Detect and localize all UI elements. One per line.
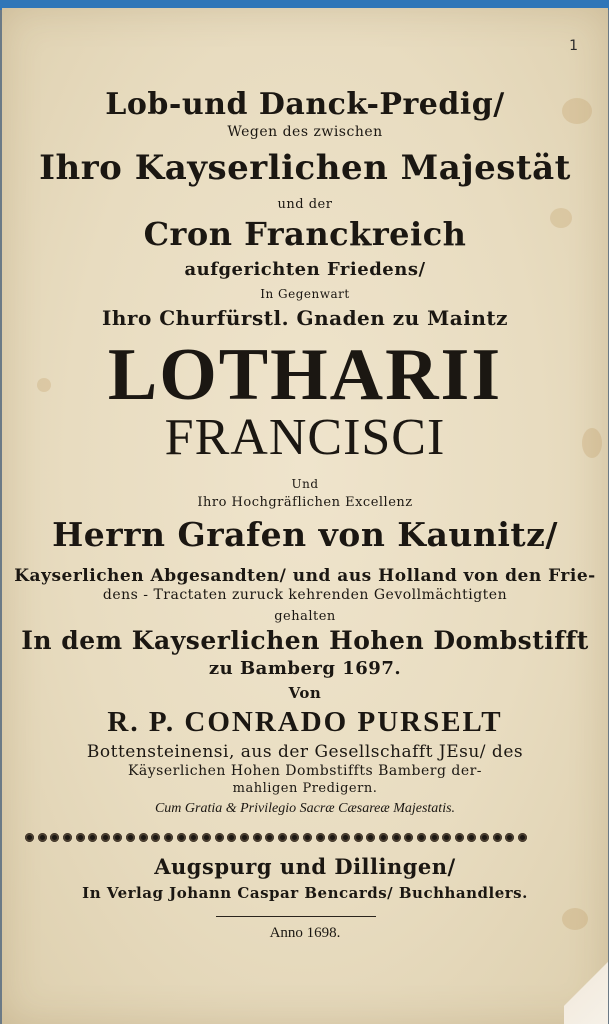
author-line-4: mahligen Predigern. bbox=[232, 781, 378, 796]
title-line-6: aufgerichten Friedens/ bbox=[184, 259, 426, 280]
imprint-publisher: In Verlag Johann Caspar Bencards/ Buchhandlers. bbox=[82, 884, 528, 902]
title-line-7: In Gegenwart bbox=[260, 287, 350, 301]
name-francisci: FRANCISCI bbox=[164, 409, 446, 466]
publication-year: Anno 1698. bbox=[269, 925, 341, 941]
title-line-15: dens - Tractaten zuruck kehrenden Gevollmächtigten bbox=[102, 587, 508, 603]
title-page bbox=[2, 8, 608, 1024]
title-line-19: Von bbox=[288, 684, 322, 702]
title-line-16: gehalten bbox=[274, 609, 336, 624]
author-name: R. P. CONRADO PURSELT bbox=[107, 706, 503, 738]
name-lotharii: LOTHARII bbox=[107, 334, 503, 416]
title-line-4: und der bbox=[277, 197, 333, 212]
title-line-13: Herrn Grafen von Kaunitz/ bbox=[52, 515, 558, 554]
title-line-3: Ihro Kayserlichen Majestät bbox=[39, 148, 571, 188]
author-line-2: Bottensteinensi, aus der Gesellschafft JEsu/ des bbox=[86, 742, 524, 762]
author-line-3: Käyserlichen Hohen Dombstiffts Bamberg der- bbox=[127, 763, 483, 779]
title-line-11: Und bbox=[291, 477, 319, 491]
title-line-8: Ihro Churfürstl. Gnaden zu Maintz bbox=[102, 306, 508, 330]
imprint-place: Augspurg und Dillingen/ bbox=[154, 854, 456, 879]
title-line-2: Wegen des zwischen bbox=[227, 124, 383, 140]
title-line-1: Lob-und Danck-Predig/ bbox=[105, 87, 505, 122]
thin-rule bbox=[216, 916, 376, 917]
privilege-line: Cum Gratia & Privilegio Sacræ Cæsareæ Majestatis. bbox=[154, 801, 456, 816]
title-line-17: In dem Kayserlichen Hohen Dombstifft bbox=[21, 626, 589, 655]
title-line-14: Kayserlichen Abgesandten/ und aus Holland von den Frie- bbox=[14, 566, 596, 586]
page-corner-fold bbox=[564, 954, 608, 1024]
title-line-18: zu Bamberg 1697. bbox=[208, 658, 402, 679]
title-line-12: Ihro Hochgräflichen Excellenz bbox=[197, 495, 413, 510]
ornamental-rule bbox=[24, 830, 528, 844]
title-line-5: Cron Franckreich bbox=[143, 215, 467, 253]
page-number: 1 bbox=[569, 38, 578, 54]
